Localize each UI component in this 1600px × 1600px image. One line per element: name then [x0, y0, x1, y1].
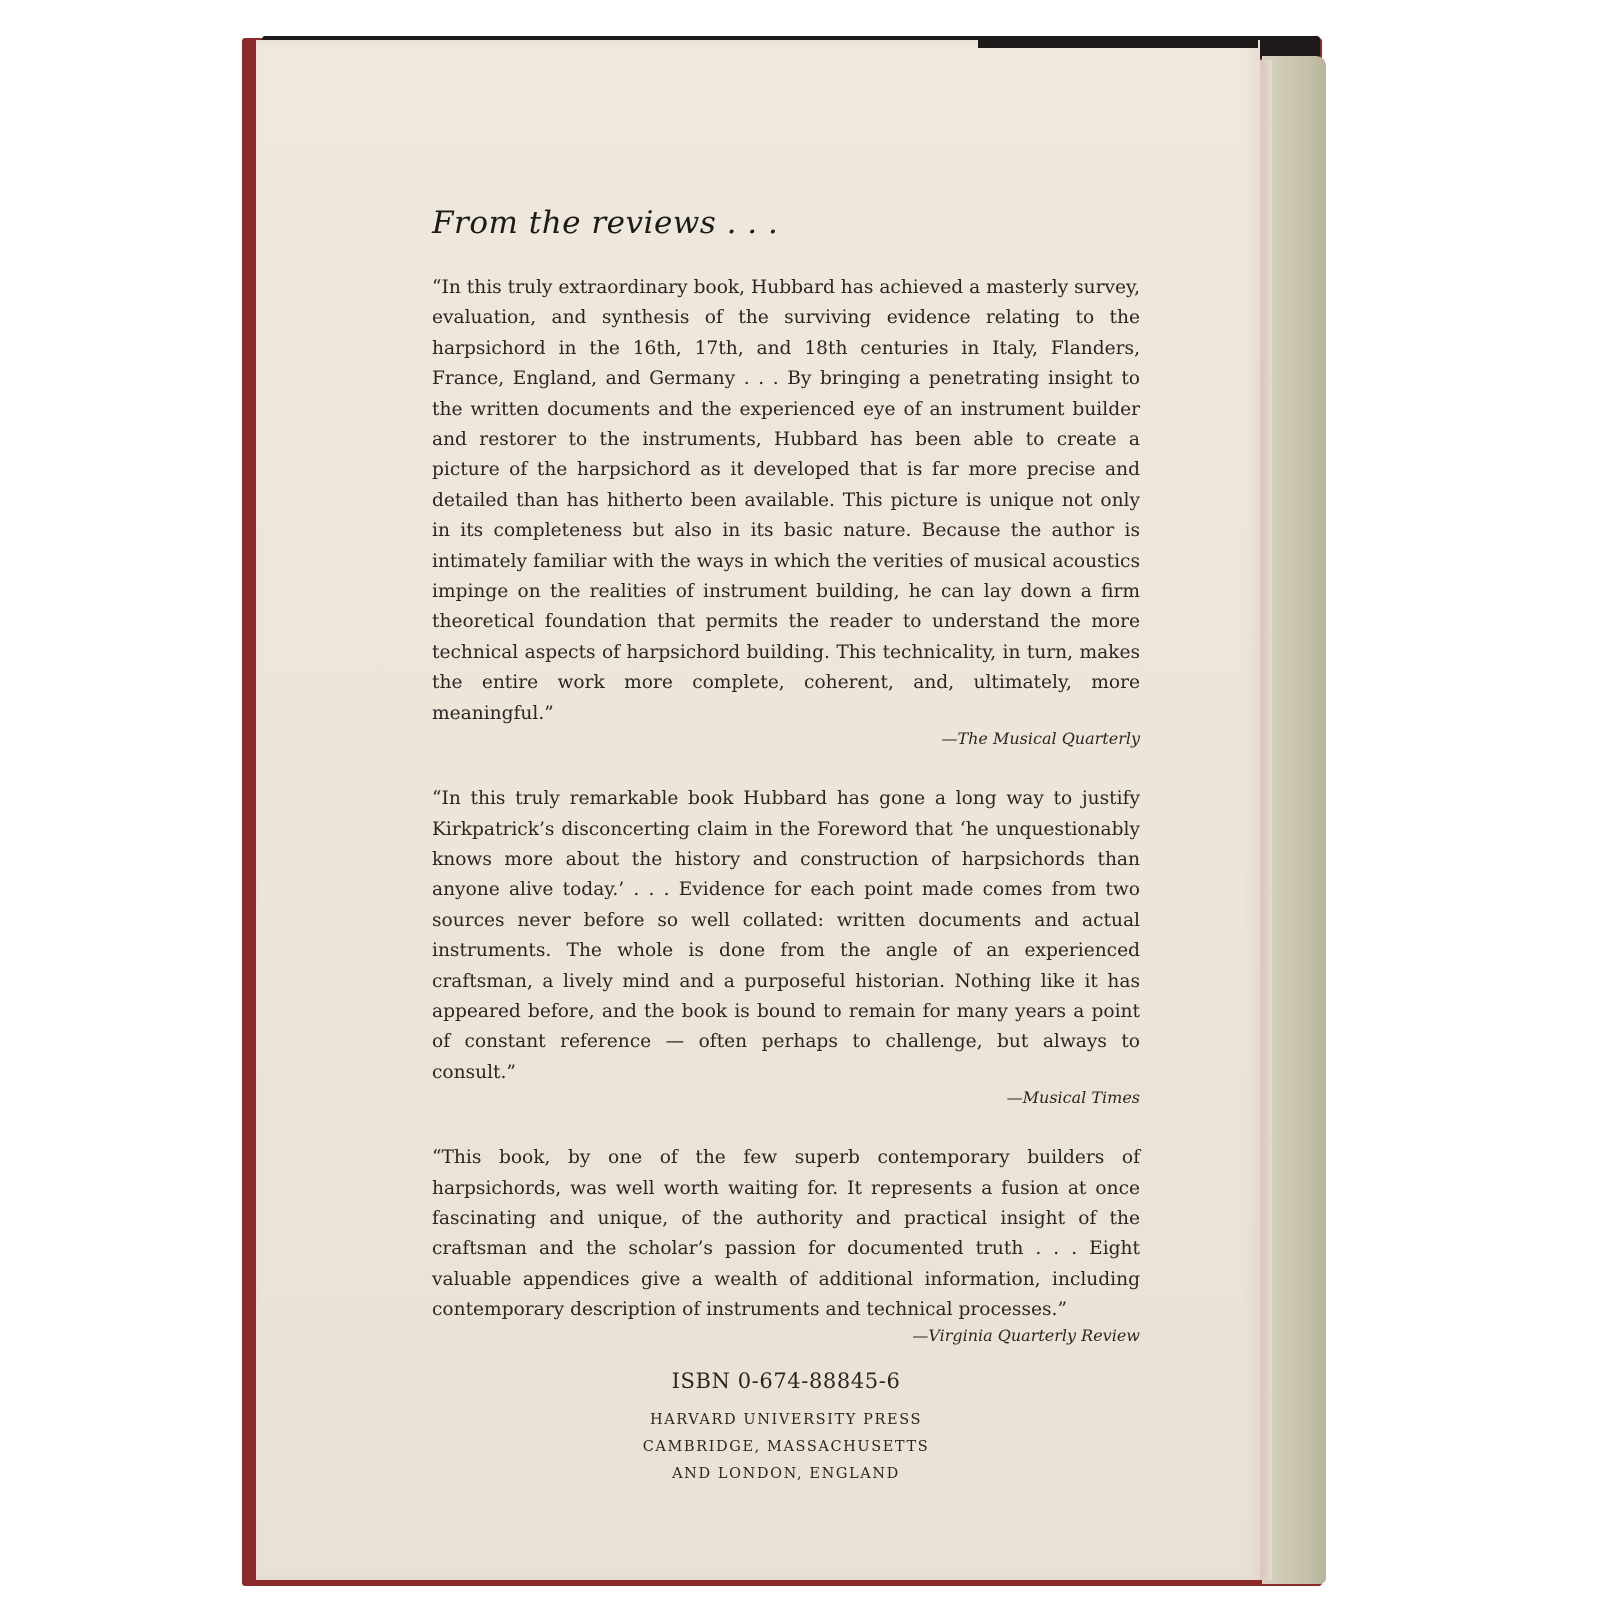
review-text: “In this truly extraordinary book, Hubbard has achieved a masterly survey, evaluation, and synthesis of the surviving evidence relating to the harpsichord in the 16th, 17th, and 18th centuries in Italy, Flanders, France, England, and Germany . . . By bringing a penetrating insight to the written documents and the experienced eye of an instrument builder and restorer to the instruments, Hubbard has been able to create a picture of the harpsichord as it developed that is far more precise and detailed than has hitherto been available. This picture is unique not only in its completeness but also in its basic nature. Because the author is intimately familiar with the ways in which the verities of musical acoustics impinge on the realities of instrument building, he can lay down a firm theoretical foundation that permits the reader to understand the more technical aspects of harpsichord building. This technicality, in turn, makes the entire work more complete, coherent, and, ultimately, more meaningful.” [432, 277, 1140, 724]
publisher-imprint [432, 1407, 1140, 1488]
review-2 [432, 784, 1140, 1107]
review-source: —Musical Times [1006, 1088, 1140, 1108]
jacket-tear [978, 40, 1258, 48]
review-text: “This book, by one of the few superb contemporary builders of harpsichords, was well worth waiting for. It represents a fusion at once fascinating and unique, of the authority and practical insight of the craftsman and the scholar’s passion for documented truth . . . Eight valuable appendices give a wealth of additional information, including contemporary description of instruments and technical processes.” [432, 1147, 1140, 1321]
review-1 [432, 273, 1140, 748]
imprint-line: CAMBRIDGE, MASSACHUSETTS [642, 1438, 930, 1455]
review-source: —Virginia Quarterly Review [912, 1325, 1140, 1345]
review-source: —The Musical Quarterly [941, 729, 1140, 749]
isbn-number: ISBN 0-674-88845-6 [671, 1368, 901, 1393]
review-text: “In this truly remarkable book Hubbard has gone a long way to justify Kirkpatrick’s disconcerting claim in the Foreword that ‘he unquestionably knows more about the history and construction of harpsichords than anyone alive today.’ . . . Evidence for each point made comes from two sources never before so well collated: written documents and actual instruments. The whole is done from the angle of an experienced craftsman, a lively mind and a purposeful historian. Nothing like it has appeared before, and the book is bound to remain for many years a point of constant reference — often perhaps to challenge, but always to consult.” [432, 788, 1140, 1083]
review-3 [432, 1143, 1140, 1344]
jacket-text [432, 205, 1140, 1488]
reviews-heading: From the reviews . . . [432, 205, 779, 241]
imprint-line: HARVARD UNIVERSITY PRESS [649, 1411, 923, 1428]
imprint-line: AND LONDON, ENGLAND [672, 1465, 900, 1482]
